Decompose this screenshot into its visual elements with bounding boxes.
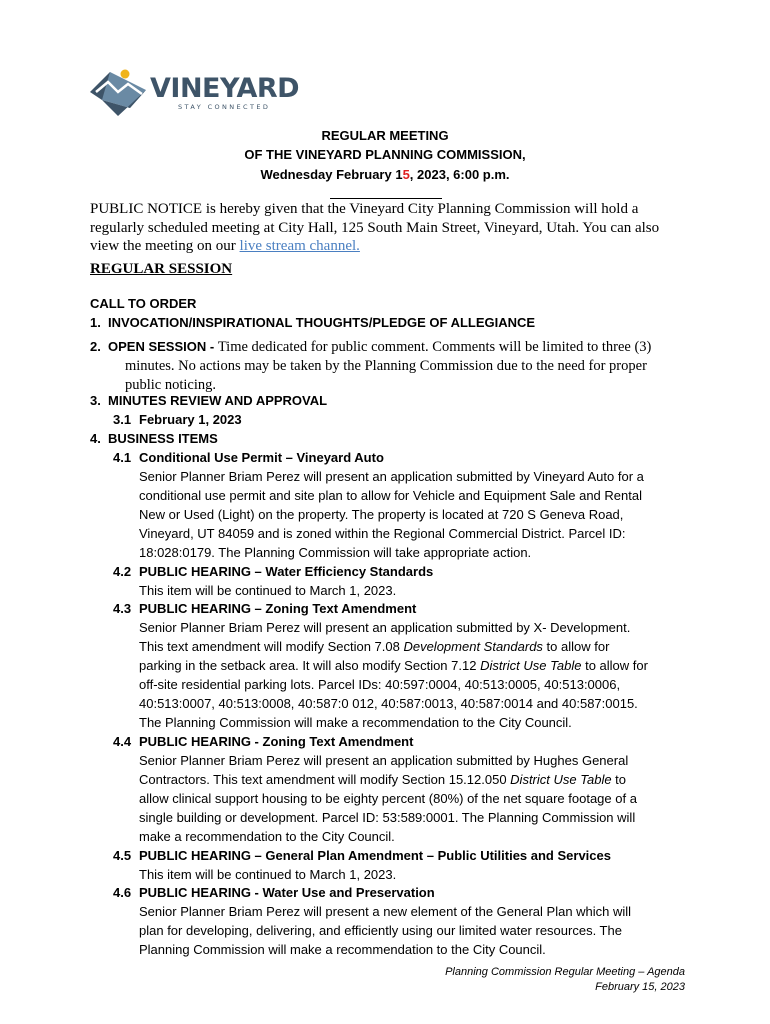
item-number: 4.3	[113, 601, 132, 616]
title-line-2: OF THE VINEYARD PLANNING COMMISSION,	[244, 147, 526, 163]
item-text: Time dedicated for public comment. Comments will be limited to three (3)	[217, 339, 652, 355]
item-4-1-line-1: Senior Planner Briam Perez will present an application submitted by Vineyard Auto for a	[139, 469, 644, 484]
agenda-item-4-2	[113, 563, 433, 582]
title-divider	[330, 198, 442, 199]
meeting-title	[0, 126, 770, 184]
item-4-4-line-5: make a recommendation to the City Council.	[139, 829, 395, 844]
text-span: to allow for	[542, 639, 610, 654]
italic-term: District Use Table	[510, 772, 612, 787]
item-4-3-line-2	[139, 638, 609, 657]
item-title: PUBLIC HEARING - Water Use and Preservation	[139, 885, 435, 900]
item-title: February 1, 2023	[139, 412, 242, 427]
item-4-3-line-6: The Planning Commission will make a recommendation to the City Council.	[139, 715, 572, 730]
item-4-4-line-2	[139, 771, 626, 790]
item-number: 4.	[90, 431, 101, 446]
logo-wordmark: VINEYARD	[150, 73, 300, 104]
item-2-text-line-2: minutes. No actions may be taken by the Planning Commission due to the need for proper	[125, 358, 647, 374]
item-4-1-line-3: New or Used (Light) on the property. The property is located at 720 S Geneva Road,	[139, 507, 624, 522]
item-number: 3.	[90, 393, 101, 408]
item-number: 4.4	[113, 734, 132, 749]
page-footer	[445, 965, 685, 995]
title-line-3	[0, 165, 770, 184]
item-4-1-line-2: conditional use permit and site plan to allow for Vehicle and Equipment Sale and Rental	[139, 488, 642, 503]
date-time: , 2023, 6:00 p.m.	[409, 166, 510, 182]
item-number: 3.1	[113, 412, 132, 427]
item-title: INVOCATION/INSPIRATIONAL THOUGHTS/PLEDGE OF ALLEGIANCE	[108, 315, 536, 330]
item-4-3-line-5: 40:513:0007, 40:513:0008, 40:587:0 012, 40:587:0013, 40:587:0014 and 40:587:0015.	[139, 696, 638, 711]
live-stream-link[interactable]: live stream channel.	[239, 238, 360, 254]
item-4-4-line-3: allow clinical support housing to be eighty percent (80%) of the net square footage of a	[139, 791, 637, 806]
agenda-item-4-6	[113, 884, 435, 903]
title-line-1: REGULAR MEETING	[321, 128, 449, 143]
logo-tagline: STAY CONNECTED	[178, 103, 271, 111]
agenda-item-4-4	[113, 733, 413, 752]
date-text: Wednesday February 1	[260, 166, 403, 182]
item-number: 4.6	[113, 885, 132, 900]
footer-title: Planning Commission Regular Meeting – Agenda	[445, 966, 685, 978]
text-span: Contractors. This text amendment will modify Section 15.12.050	[139, 772, 511, 787]
item-4-1-line-4: Vineyard, UT 84059 and is zoned within the Regional Commercial District. Parcel ID:	[139, 526, 626, 541]
item-number: 1.	[90, 315, 101, 330]
item-4-6-line-1: Senior Planner Briam Perez will present a new element of the General Plan which will	[139, 904, 632, 919]
italic-term: District Use Table	[480, 658, 582, 673]
item-number: 4.2	[113, 564, 132, 579]
agenda-item-4-5	[113, 847, 611, 866]
italic-term: Development Standards	[403, 639, 543, 654]
item-4-3-line-3	[139, 657, 648, 676]
notice-text: PUBLIC NOTICE is hereby given that the Vineyard City Planning Commission will hold a regularly scheduled meeting at City Hall, 125 South Main Street, Vineyard, Utah. You can also view the meeting on our	[90, 201, 660, 254]
item-number: 2.	[90, 339, 101, 354]
item-4-6-line-3: Planning Commission will make a recommendation to the City Council.	[139, 942, 546, 957]
agenda-item-3	[90, 392, 327, 411]
item-title: BUSINESS ITEMS	[108, 431, 218, 446]
item-4-6-line-2: plan for developing, delivering, and efficiently using our limited water resources. The	[139, 923, 622, 938]
item-title: PUBLIC HEARING – General Plan Amendment – Public Utilities and Services	[139, 848, 611, 863]
footer-date: February 15, 2023	[595, 981, 685, 993]
agenda-item-4	[90, 430, 218, 449]
item-number: 4.1	[113, 450, 132, 465]
item-4-5-line-1: This item will be continued to March 1, 2023.	[139, 867, 397, 882]
agenda-item-4-3	[113, 600, 416, 619]
item-4-4-line-4: single building or development. Parcel ID: 53:589:0001. The Planning Commission will	[139, 810, 636, 825]
item-4-2-line-1: This item will be continued to March 1, 2023.	[139, 583, 397, 598]
item-4-4-line-1: Senior Planner Briam Perez will present an application submitted by Hughes General	[139, 753, 629, 768]
item-2-text-line-3: public noticing.	[125, 377, 217, 393]
text-span: to allow for	[581, 658, 648, 673]
call-to-order: CALL TO ORDER	[90, 296, 197, 311]
item-title: OPEN SESSION -	[108, 339, 218, 354]
item-title: PUBLIC HEARING - Zoning Text Amendment	[139, 734, 414, 749]
item-4-1-line-5: 18:028:0179. The Planning Commission will take appropriate action.	[139, 545, 532, 560]
regular-session-heading: REGULAR SESSION	[90, 261, 233, 277]
public-notice	[90, 200, 690, 256]
item-title: PUBLIC HEARING – Zoning Text Amendment	[139, 601, 417, 616]
date-highlight: 5	[402, 166, 410, 182]
agenda-item-3-1	[113, 411, 242, 430]
agenda-item-4-1	[113, 449, 384, 468]
item-title: MINUTES REVIEW AND APPROVAL	[108, 393, 328, 408]
text-span: parking in the setback area. It will also modify Section 7.12	[139, 658, 481, 673]
agenda-item-2	[90, 338, 651, 357]
item-4-3-line-1: Senior Planner Briam Perez will present an application submitted by X- Development.	[139, 620, 631, 635]
item-title: Conditional Use Permit – Vineyard Auto	[139, 450, 384, 465]
text-span: This text amendment will modify Section 7.08	[139, 639, 404, 654]
text-span: to	[611, 772, 627, 787]
item-title: PUBLIC HEARING – Water Efficiency Standards	[139, 564, 434, 579]
item-number: 4.5	[113, 848, 132, 863]
item-4-3-line-4: off-site residential parking lots. Parcel IDs: 40:597:0004, 40:513:0005, 40:513:0006,	[139, 677, 621, 692]
agenda-item-1	[90, 314, 535, 333]
